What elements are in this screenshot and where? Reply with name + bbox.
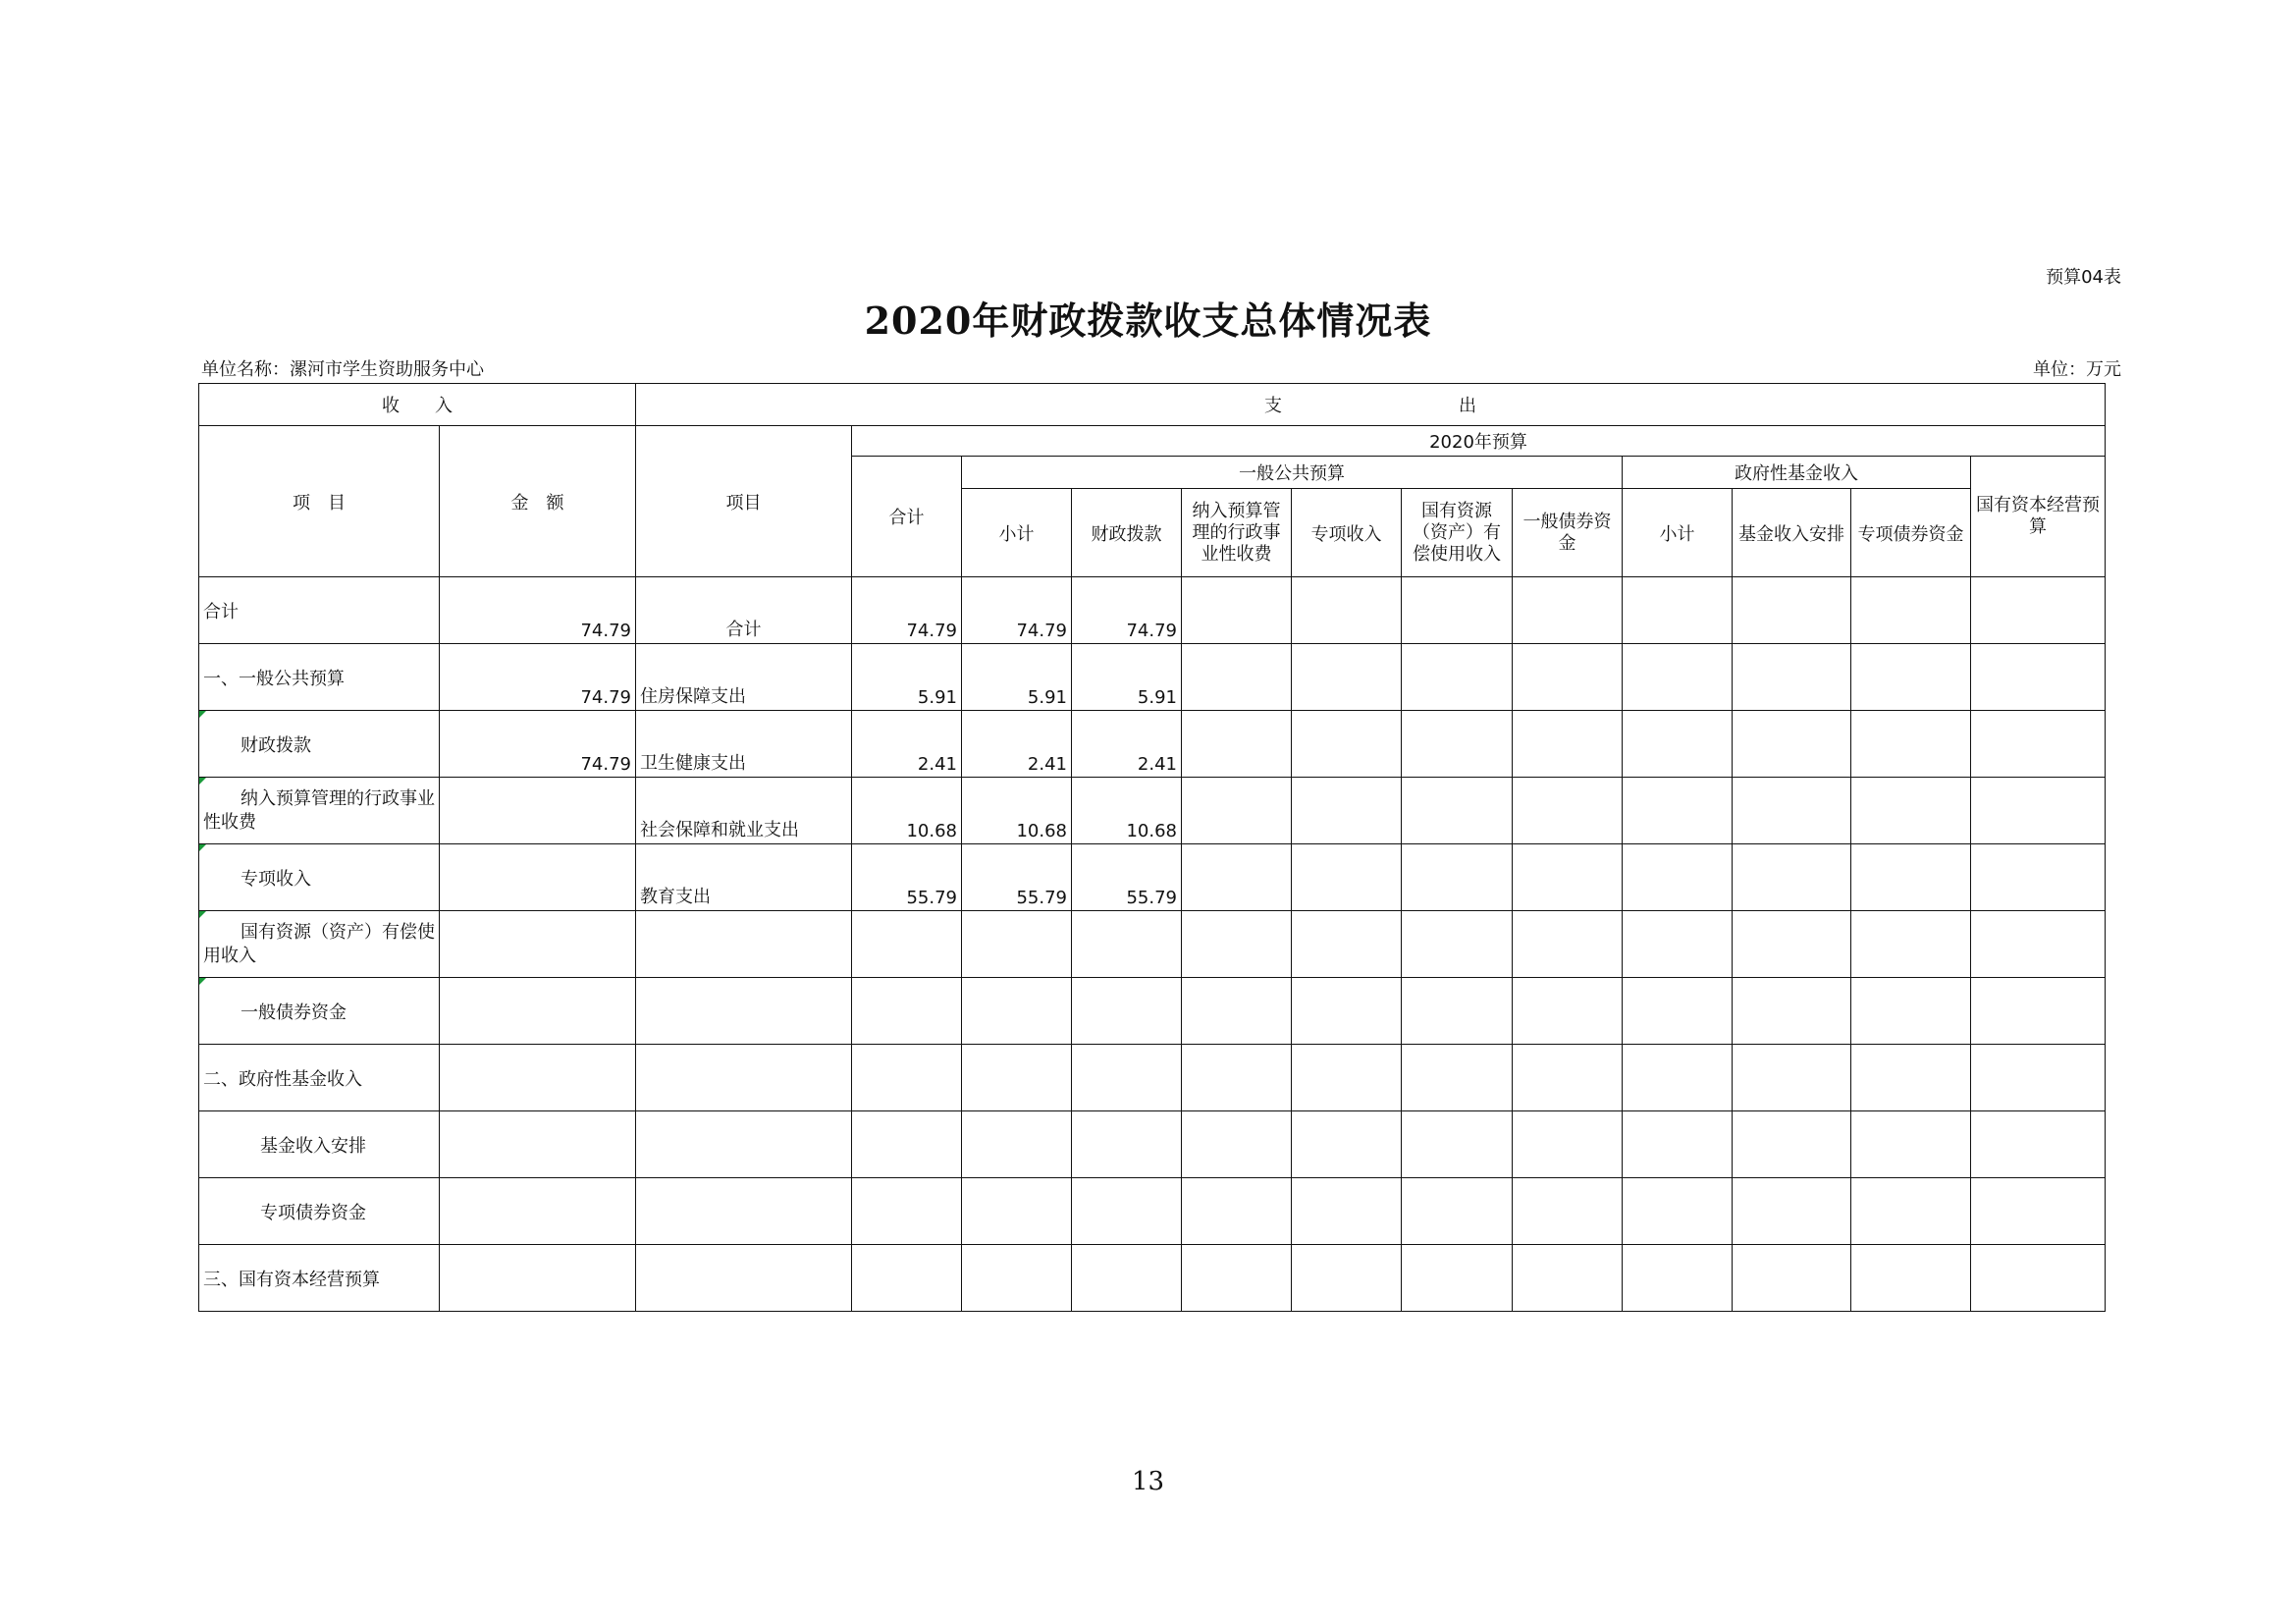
row-amount bbox=[440, 778, 636, 844]
item-header: 项 目 bbox=[199, 426, 440, 577]
table-row bbox=[199, 1045, 2106, 1111]
row-item: 二、政府性基金收入 bbox=[199, 1045, 440, 1111]
page-number: 13 bbox=[1131, 1467, 1165, 1496]
row-subtotal bbox=[962, 1178, 1072, 1245]
admin-fee-header: 纳入预算管理的行政事业性收费 bbox=[1182, 489, 1292, 577]
general-public-header: 一般公共预算 bbox=[962, 457, 1623, 489]
row-amount bbox=[440, 978, 636, 1045]
table-row bbox=[199, 911, 2106, 978]
table-row bbox=[199, 1111, 2106, 1178]
row-amount: 74.79 bbox=[440, 644, 636, 711]
row-fiscal bbox=[1072, 1111, 1182, 1178]
row-fiscal bbox=[1072, 1245, 1182, 1312]
row-fiscal bbox=[1072, 1178, 1182, 1245]
row-exp-item: 社会保障和就业支出 bbox=[636, 778, 852, 844]
unit-name: 单位名称：漯河市学生资助服务中心 bbox=[201, 359, 484, 380]
row-amount bbox=[440, 844, 636, 911]
row-total: 5.91 bbox=[852, 644, 962, 711]
budget-table bbox=[198, 383, 2106, 1312]
table-row bbox=[199, 1245, 2106, 1312]
state-resource-header: 国有资源（资产）有偿使用收入 bbox=[1402, 489, 1513, 577]
row-exp-item: 卫生健康支出 bbox=[636, 711, 852, 778]
row-item: 国有资源（资产）有偿使用收入 bbox=[199, 911, 440, 978]
row-total: 55.79 bbox=[852, 844, 962, 911]
row-fiscal bbox=[1072, 1045, 1182, 1111]
fiscal-header: 财政拨款 bbox=[1072, 489, 1182, 577]
total-header: 合计 bbox=[852, 457, 962, 577]
row-total bbox=[852, 911, 962, 978]
general-bond-header: 一般债券资金 bbox=[1513, 489, 1623, 577]
gov-fund-header: 政府性基金收入 bbox=[1623, 457, 1971, 489]
row-item: 三、国有资本经营预算 bbox=[199, 1245, 440, 1312]
fund-subtotal-header: 小计 bbox=[1623, 489, 1733, 577]
row-subtotal: 5.91 bbox=[962, 644, 1072, 711]
row-exp-item: 合计 bbox=[636, 577, 852, 644]
form-number: 预算04表 bbox=[2046, 267, 2121, 288]
row-fiscal: 10.68 bbox=[1072, 778, 1182, 844]
table-row bbox=[199, 577, 2106, 644]
row-total bbox=[852, 1178, 962, 1245]
row-item: 财政拨款 bbox=[199, 711, 440, 778]
row-total bbox=[852, 978, 962, 1045]
row-exp-item bbox=[636, 978, 852, 1045]
row-subtotal bbox=[962, 911, 1072, 978]
table-row bbox=[199, 778, 2106, 844]
expense-header: 支 出 bbox=[636, 384, 2106, 426]
fund-arrange-header: 基金收入安排 bbox=[1733, 489, 1851, 577]
row-amount: 74.79 bbox=[440, 711, 636, 778]
row-item: 基金收入安排 bbox=[199, 1111, 440, 1178]
page-title: 2020年财政拨款收支总体情况表 bbox=[864, 298, 1432, 343]
row-subtotal: 74.79 bbox=[962, 577, 1072, 644]
row-total: 10.68 bbox=[852, 778, 962, 844]
budget-2020-header: 2020年预算 bbox=[852, 426, 2106, 457]
row-fiscal bbox=[1072, 978, 1182, 1045]
row-exp-item bbox=[636, 1245, 852, 1312]
row-fiscal: 5.91 bbox=[1072, 644, 1182, 711]
row-item: 专项债券资金 bbox=[199, 1178, 440, 1245]
row-amount bbox=[440, 1178, 636, 1245]
row-subtotal: 2.41 bbox=[962, 711, 1072, 778]
row-amount bbox=[440, 1111, 636, 1178]
row-amount bbox=[440, 1245, 636, 1312]
row-total: 2.41 bbox=[852, 711, 962, 778]
row-item: 纳入预算管理的行政事业性收费 bbox=[199, 778, 440, 844]
row-fiscal: 74.79 bbox=[1072, 577, 1182, 644]
unit-label: 单位：万元 bbox=[2033, 359, 2121, 380]
row-item: 专项收入 bbox=[199, 844, 440, 911]
row-exp-item bbox=[636, 1111, 852, 1178]
row-fiscal bbox=[1072, 911, 1182, 978]
row-fiscal: 55.79 bbox=[1072, 844, 1182, 911]
subtotal-header: 小计 bbox=[962, 489, 1072, 577]
amount-header: 金 额 bbox=[440, 426, 636, 577]
row-total bbox=[852, 1245, 962, 1312]
row-total bbox=[852, 1045, 962, 1111]
row-amount bbox=[440, 1045, 636, 1111]
row-item: 一、一般公共预算 bbox=[199, 644, 440, 711]
row-exp-item: 教育支出 bbox=[636, 844, 852, 911]
row-amount: 74.79 bbox=[440, 577, 636, 644]
row-total: 74.79 bbox=[852, 577, 962, 644]
row-total bbox=[852, 1111, 962, 1178]
table-row bbox=[199, 844, 2106, 911]
row-exp-item: 住房保障支出 bbox=[636, 644, 852, 711]
row-exp-item bbox=[636, 1178, 852, 1245]
table-row bbox=[199, 1178, 2106, 1245]
exp-item-header: 项目 bbox=[636, 426, 852, 577]
special-income-header: 专项收入 bbox=[1292, 489, 1402, 577]
row-item: 合计 bbox=[199, 577, 440, 644]
special-bond-header: 专项债券资金 bbox=[1851, 489, 1971, 577]
income-header: 收 入 bbox=[199, 384, 636, 426]
table-row bbox=[199, 978, 2106, 1045]
row-exp-item bbox=[636, 911, 852, 978]
row-subtotal bbox=[962, 1045, 1072, 1111]
row-subtotal bbox=[962, 1111, 1072, 1178]
row-fiscal: 2.41 bbox=[1072, 711, 1182, 778]
row-amount bbox=[440, 911, 636, 978]
row-item: 一般债券资金 bbox=[199, 978, 440, 1045]
row-subtotal bbox=[962, 978, 1072, 1045]
row-subtotal bbox=[962, 1245, 1072, 1312]
table-row bbox=[199, 711, 2106, 778]
row-exp-item bbox=[636, 1045, 852, 1111]
state-capital-header: 国有资本经营预算 bbox=[1971, 457, 2106, 577]
row-subtotal: 55.79 bbox=[962, 844, 1072, 911]
row-subtotal: 10.68 bbox=[962, 778, 1072, 844]
table-row bbox=[199, 644, 2106, 711]
